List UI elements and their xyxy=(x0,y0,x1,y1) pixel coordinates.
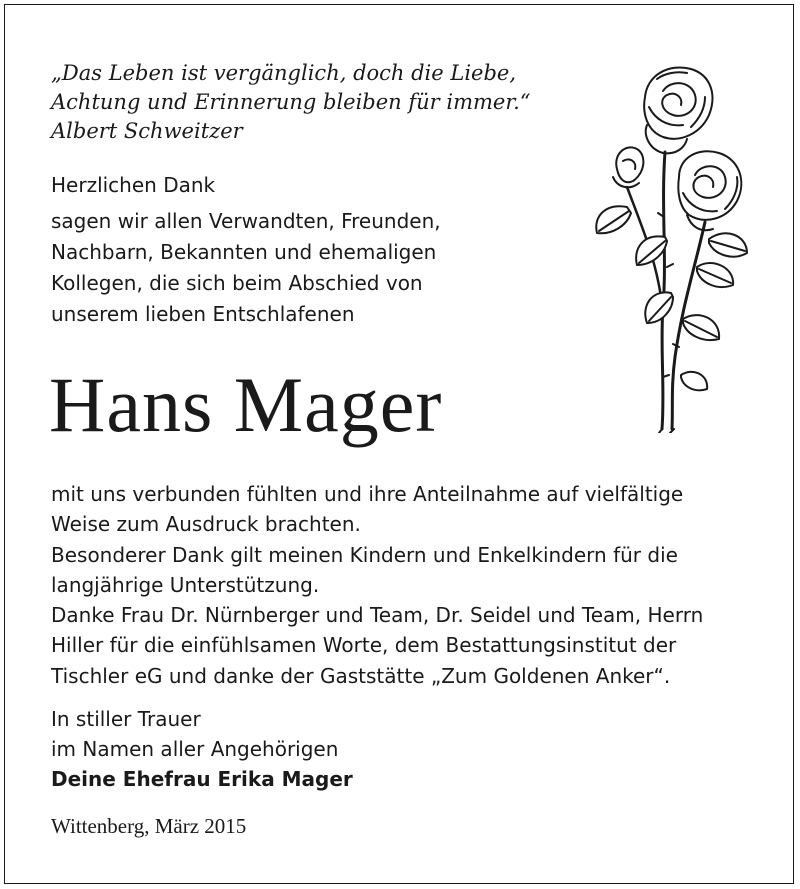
thanks-line: Kollegen, die sich beim Abschied von xyxy=(51,271,423,295)
place-date: Wittenberg, März 2015 xyxy=(51,814,247,838)
obituary-card xyxy=(4,4,794,884)
body-line: Weise zum Ausdruck brachten. xyxy=(51,512,361,537)
deceased-name: Hans Mager xyxy=(49,361,443,448)
thanks-heading: Herzlichen Dank xyxy=(51,173,216,197)
quote-line-2: Achtung und Erinnerung bleiben für immer.“ xyxy=(51,90,531,114)
thanks-text xyxy=(51,206,441,330)
thanks-line: Nachbarn, Bekannten und ehemaligen xyxy=(51,240,437,264)
body-line: Danke Frau Dr. Nürnberger und Team, Dr. Seidel und Team, Herrn xyxy=(51,603,704,628)
body-line: langjährige Unterstützung. xyxy=(51,572,320,597)
body-text xyxy=(51,479,703,691)
body-line: Besonderer Dank gilt meinen Kindern und Enkelkindern für die xyxy=(51,542,678,567)
quote-block xyxy=(51,59,591,146)
rose-illustration-icon xyxy=(587,57,759,433)
signature-block xyxy=(51,704,353,794)
body-line: Tischler eG und danke der Gaststätte „Zum Goldenen Anker“. xyxy=(51,663,671,688)
body-line: Hiller für die einfühlsamen Worte, dem Bestattungsinstitut der xyxy=(51,633,677,658)
signer-name: Deine Ehefrau Erika Mager xyxy=(51,767,353,791)
quote-author: Albert Schweitzer xyxy=(51,119,243,143)
mourning-line: In stiller Trauer xyxy=(51,707,201,731)
body-line: mit uns verbunden fühlten und ihre Anteilnahme auf vielfältige xyxy=(51,482,684,506)
quote-line-1: „Das Leben ist vergänglich, doch die Liebe, xyxy=(51,61,517,85)
family-line: im Namen aller Angehörigen xyxy=(51,737,339,761)
thanks-line: unserem lieben Entschlafenen xyxy=(51,302,355,326)
thanks-line: sagen wir allen Verwandten, Freunden, xyxy=(51,209,441,233)
